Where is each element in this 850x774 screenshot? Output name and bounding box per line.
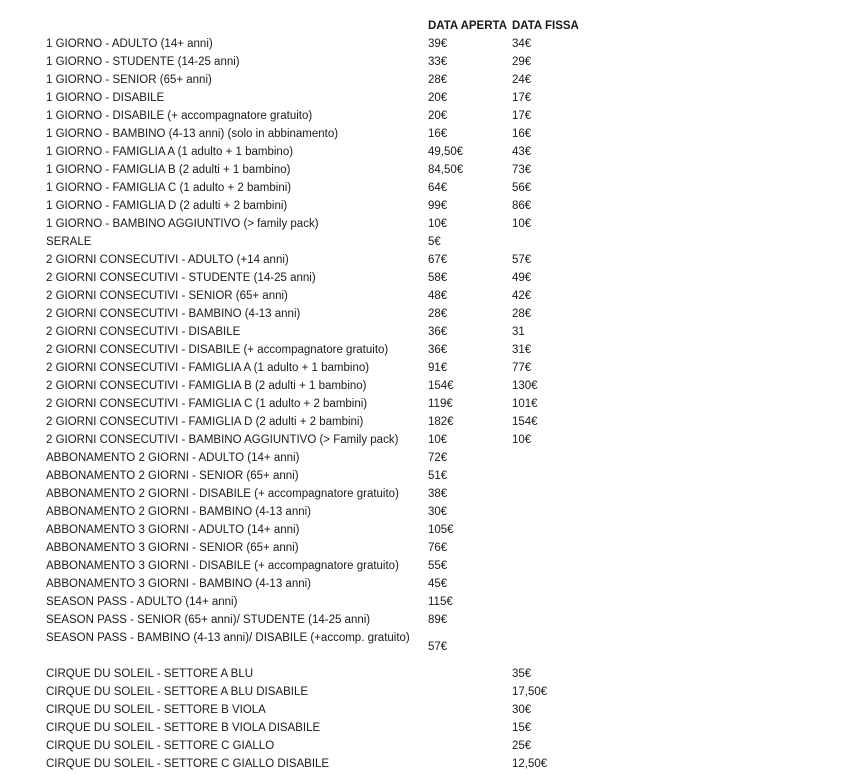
ticket-name: 2 GIORNI CONSECUTIVI - FAMIGLIA C (1 adulto + 2 bambini) <box>46 398 368 410</box>
price-fixed-date: 24€ <box>512 74 532 86</box>
price-fixed-date: 12,50€ <box>512 758 548 770</box>
table-row <box>44 683 592 701</box>
price-open-date: 5€ <box>428 236 441 248</box>
price-open-date: 76€ <box>428 542 448 554</box>
table-row <box>44 233 592 251</box>
table-row <box>44 179 592 197</box>
price-open-date: 28€ <box>428 74 448 86</box>
ticket-name: 2 GIORNI CONSECUTIVI - FAMIGLIA D (2 adulti + 2 bambini) <box>46 416 364 428</box>
price-table-body <box>44 35 592 773</box>
price-fixed-date: 17€ <box>512 92 532 104</box>
price-fixed-date: 57€ <box>512 254 532 266</box>
table-row <box>44 431 592 449</box>
ticket-name: CIRQUE DU SOLEIL - SETTORE A BLU DISABILE <box>46 686 309 698</box>
ticket-name: 1 GIORNO - DISABILE (+ accompagnatore gratuito) <box>46 110 313 122</box>
price-fixed-date: 17€ <box>512 110 532 122</box>
table-row <box>44 359 592 377</box>
price-fixed-date: 43€ <box>512 146 532 158</box>
ticket-name: 1 GIORNO - BAMBINO (4-13 anni) (solo in abbinamento) <box>46 128 339 140</box>
table-row <box>44 341 592 359</box>
price-open-date <box>426 755 510 773</box>
price-fixed-date <box>510 557 592 575</box>
price-fixed-date: 42€ <box>512 290 532 302</box>
price-fixed-date: 17,50€ <box>512 686 548 698</box>
price-open-date: 45€ <box>428 578 448 590</box>
price-open-date: 20€ <box>428 110 448 122</box>
price-open-date: 182€ <box>428 416 454 428</box>
price-fixed-date: 31€ <box>512 344 532 356</box>
ticket-name: 1 GIORNO - STUDENTE (14-25 anni) <box>46 56 240 68</box>
price-fixed-date: 77€ <box>512 362 532 374</box>
price-open-date: 38€ <box>428 488 448 500</box>
price-fixed-date: 30€ <box>512 704 532 716</box>
ticket-name: SEASON PASS - ADULTO (14+ anni) <box>46 596 238 608</box>
ticket-name: SEASON PASS - SENIOR (65+ anni)/ STUDENTE (14-25 anni) <box>46 614 371 626</box>
ticket-name: CIRQUE DU SOLEIL - SETTORE A BLU <box>46 668 254 680</box>
table-row <box>44 503 592 521</box>
ticket-name: 2 GIORNI CONSECUTIVI - FAMIGLIA A (1 adulto + 1 bambino) <box>46 362 370 374</box>
table-row <box>44 161 592 179</box>
table-row <box>44 395 592 413</box>
ticket-name: CIRQUE DU SOLEIL - SETTORE B VIOLA <box>46 704 266 716</box>
header-ticket <box>44 17 426 35</box>
price-table <box>44 17 592 773</box>
table-row <box>44 143 592 161</box>
price-open-date <box>426 701 510 719</box>
ticket-name: ABBONAMENTO 3 GIORNI - SENIOR (65+ anni) <box>46 542 299 554</box>
ticket-name: 1 GIORNO - ADULTO (14+ anni) <box>46 38 213 50</box>
ticket-name: CIRQUE DU SOLEIL - SETTORE C GIALLO <box>46 740 275 752</box>
price-fixed-date <box>510 521 592 539</box>
ticket-name: 2 GIORNI CONSECUTIVI - STUDENTE (14-25 anni) <box>46 272 316 284</box>
table-row <box>44 125 592 143</box>
ticket-name: ABBONAMENTO 2 GIORNI - DISABILE (+ accompagnatore gratuito) <box>46 488 399 500</box>
price-fixed-date: 16€ <box>512 128 532 140</box>
price-open-date: 10€ <box>428 218 448 230</box>
price-open-date <box>426 683 510 701</box>
ticket-name: 1 GIORNO - DISABILE <box>46 92 165 104</box>
price-fixed-date: 35€ <box>512 668 532 680</box>
price-open-date: 67€ <box>428 254 448 266</box>
table-row <box>44 323 592 341</box>
table-row <box>44 89 592 107</box>
price-open-date: 55€ <box>428 560 448 572</box>
header-fixed-date: DATA FISSA <box>512 20 579 32</box>
price-fixed-date: 28€ <box>512 308 532 320</box>
table-row <box>44 755 592 773</box>
ticket-name: 2 GIORNI CONSECUTIVI - DISABILE <box>46 326 241 338</box>
ticket-name: SEASON PASS - BAMBINO (4-13 anni)/ DISABILE (+accomp. gratuito) <box>46 632 410 644</box>
price-open-date: 20€ <box>428 92 448 104</box>
price-fixed-date: 15€ <box>512 722 532 734</box>
price-fixed-date <box>510 233 592 251</box>
price-open-date: 57€ <box>428 641 448 653</box>
table-row <box>44 305 592 323</box>
price-open-date: 84,50€ <box>428 164 464 176</box>
table-row <box>44 593 592 611</box>
price-open-date: 30€ <box>428 506 448 518</box>
price-open-date: 105€ <box>428 524 454 536</box>
table-row <box>44 449 592 467</box>
ticket-name: 2 GIORNI CONSECUTIVI - BAMBINO (4-13 anni) <box>46 308 301 320</box>
price-open-date <box>426 737 510 755</box>
ticket-name: SERALE <box>46 236 92 248</box>
price-fixed-date <box>510 539 592 557</box>
price-fixed-date <box>510 449 592 467</box>
price-open-date: 72€ <box>428 452 448 464</box>
price-open-date: 64€ <box>428 182 448 194</box>
table-row <box>44 737 592 755</box>
ticket-name: 2 GIORNI CONSECUTIVI - FAMIGLIA B (2 adulti + 1 bambino) <box>46 380 367 392</box>
ticket-name: ABBONAMENTO 3 GIORNI - BAMBINO (4-13 anni) <box>46 578 311 590</box>
ticket-name: ABBONAMENTO 2 GIORNI - BAMBINO (4-13 anni) <box>46 506 311 518</box>
price-fixed-date: 49€ <box>512 272 532 284</box>
price-open-date: 39€ <box>428 38 448 50</box>
spacer-cell <box>44 656 592 665</box>
ticket-name: 2 GIORNI CONSECUTIVI - ADULTO (+14 anni) <box>46 254 289 266</box>
ticket-name: 1 GIORNO - FAMIGLIA B (2 adulti + 1 bambino) <box>46 164 291 176</box>
table-row <box>44 269 592 287</box>
table-row <box>44 251 592 269</box>
price-open-date: 58€ <box>428 272 448 284</box>
table-row <box>44 719 592 737</box>
table-row <box>44 413 592 431</box>
ticket-name: ABBONAMENTO 2 GIORNI - ADULTO (14+ anni) <box>46 452 300 464</box>
ticket-name: CIRQUE DU SOLEIL - SETTORE C GIALLO DISABILE <box>46 758 330 770</box>
price-open-date: 119€ <box>428 398 453 410</box>
price-open-date: 49,50€ <box>428 146 464 158</box>
table-row <box>44 629 592 656</box>
price-open-date: 36€ <box>428 344 448 356</box>
price-open-date <box>426 719 510 737</box>
price-open-date: 36€ <box>428 326 448 338</box>
price-open-date: 51€ <box>428 470 448 482</box>
price-open-date: 91€ <box>428 362 448 374</box>
price-fixed-date <box>510 485 592 503</box>
price-open-date <box>426 665 510 683</box>
ticket-name: 1 GIORNO - FAMIGLIA A (1 adulto + 1 bambino) <box>46 146 294 158</box>
header-open-date: DATA APERTA <box>428 20 508 32</box>
ticket-name: 1 GIORNO - FAMIGLIA C (1 adulto + 2 bambini) <box>46 182 292 194</box>
table-row <box>44 287 592 305</box>
price-fixed-date: 31 <box>512 326 525 338</box>
price-fixed-date: 34€ <box>512 38 532 50</box>
table-row <box>44 575 592 593</box>
table-row <box>44 557 592 575</box>
section-spacer <box>44 656 592 665</box>
price-fixed-date <box>510 467 592 485</box>
price-fixed-date: 25€ <box>512 740 532 752</box>
price-fixed-date: 101€ <box>512 398 538 410</box>
ticket-name: 2 GIORNI CONSECUTIVI - SENIOR (65+ anni) <box>46 290 288 302</box>
table-header-row <box>44 17 592 35</box>
ticket-name: 1 GIORNO - FAMIGLIA D (2 adulti + 2 bambini) <box>46 200 288 212</box>
table-row <box>44 611 592 629</box>
price-fixed-date <box>510 629 592 656</box>
price-open-date: 99€ <box>428 200 448 212</box>
table-row <box>44 215 592 233</box>
price-open-date: 48€ <box>428 290 448 302</box>
price-fixed-date: 130€ <box>512 380 538 392</box>
price-fixed-date <box>510 593 592 611</box>
table-row <box>44 665 592 683</box>
table-row <box>44 107 592 125</box>
table-row <box>44 485 592 503</box>
table-row <box>44 467 592 485</box>
price-open-date: 154€ <box>428 380 454 392</box>
price-fixed-date: 86€ <box>512 200 532 212</box>
price-fixed-date <box>510 575 592 593</box>
ticket-name: 1 GIORNO - BAMBINO AGGIUNTIVO (> family pack) <box>46 218 319 230</box>
ticket-name: 1 GIORNO - SENIOR (65+ anni) <box>46 74 212 86</box>
price-open-date: 10€ <box>428 434 448 446</box>
table-row <box>44 377 592 395</box>
table-row <box>44 71 592 89</box>
table-row <box>44 701 592 719</box>
price-open-date: 28€ <box>428 308 448 320</box>
price-open-date: 16€ <box>428 128 448 140</box>
price-fixed-date: 56€ <box>512 182 532 194</box>
table-row <box>44 197 592 215</box>
table-row <box>44 521 592 539</box>
price-open-date: 115€ <box>428 596 453 608</box>
ticket-name: 2 GIORNI CONSECUTIVI - DISABILE (+ accompagnatore gratuito) <box>46 344 389 356</box>
ticket-name: 2 GIORNI CONSECUTIVI - BAMBINO AGGIUNTIVO (> Family pack) <box>46 434 399 446</box>
price-fixed-date: 10€ <box>512 218 532 230</box>
ticket-name: CIRQUE DU SOLEIL - SETTORE B VIOLA DISABILE <box>46 722 321 734</box>
ticket-name: ABBONAMENTO 3 GIORNI - DISABILE (+ accompagnatore gratuito) <box>46 560 399 572</box>
price-fixed-date: 10€ <box>512 434 532 446</box>
ticket-name: ABBONAMENTO 3 GIORNI - ADULTO (14+ anni) <box>46 524 300 536</box>
price-fixed-date: 154€ <box>512 416 538 428</box>
table-row <box>44 53 592 71</box>
price-open-date: 33€ <box>428 56 448 68</box>
table-row <box>44 539 592 557</box>
price-fixed-date <box>510 503 592 521</box>
price-fixed-date: 73€ <box>512 164 532 176</box>
price-open-date: 89€ <box>428 614 448 626</box>
price-fixed-date <box>510 611 592 629</box>
ticket-name: ABBONAMENTO 2 GIORNI - SENIOR (65+ anni) <box>46 470 299 482</box>
table-row <box>44 35 592 53</box>
price-fixed-date: 29€ <box>512 56 532 68</box>
